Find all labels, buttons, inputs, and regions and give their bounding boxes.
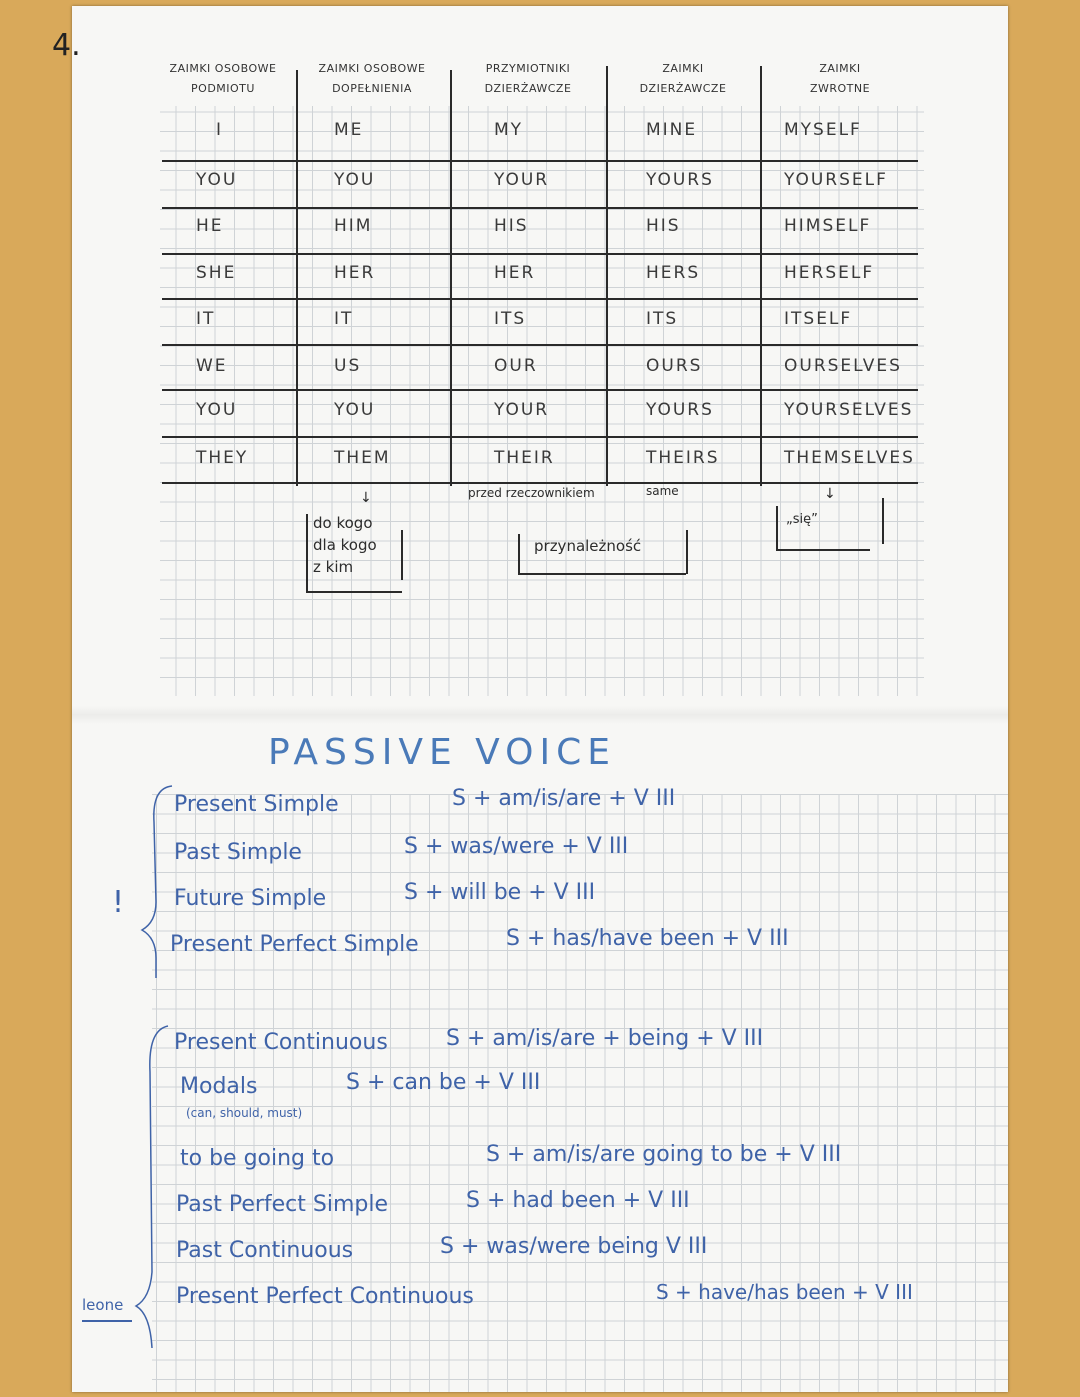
table-cell: YOU <box>334 170 376 190</box>
column-header-line: ZAIMKI <box>662 62 704 75</box>
arrow-down-icon: ↓ <box>360 490 372 506</box>
table-cell: US <box>334 356 362 376</box>
table-cell: YOU <box>196 400 238 420</box>
table-cell: HE <box>196 216 224 236</box>
exclamation-mark: ! <box>112 885 125 920</box>
column-header-line: PODMIOTU <box>191 82 255 95</box>
tense-name: Past Continuous <box>176 1238 354 1263</box>
row-divider <box>162 253 918 255</box>
column-header-line: DOPEŁNIENIA <box>332 82 412 95</box>
table-cell: OUR <box>494 356 538 376</box>
table-cell: THEMSELVES <box>784 448 915 468</box>
bracket-line <box>882 498 884 544</box>
note-przynaleznosc: przynależność <box>534 537 642 555</box>
note-do-kogo: do kogo <box>313 514 373 532</box>
row-divider <box>162 344 918 346</box>
modals-note: (can, should, must) <box>186 1106 303 1120</box>
table-cell: YOUR <box>494 400 550 420</box>
row-divider <box>162 436 918 438</box>
table-cell: SHE <box>196 263 237 283</box>
column-header-line: PRZYMIOTNIKI <box>485 62 571 75</box>
table-cell: ME <box>334 120 364 140</box>
bracket-line <box>776 549 870 551</box>
table-cell: HIMSELF <box>784 216 872 236</box>
tense-formula: S + has/have been + V III <box>506 926 789 951</box>
page-fold <box>72 706 1008 724</box>
table-cell: HIS <box>494 216 529 236</box>
note-same: same <box>646 484 679 498</box>
table-cell: HIS <box>646 216 681 236</box>
note-z-kim: z kim <box>313 558 354 576</box>
tense-formula: S + was/were + V III <box>404 834 629 859</box>
column-divider <box>450 70 452 486</box>
table-cell: MY <box>494 120 524 140</box>
row-divider <box>162 207 918 209</box>
table-cell: HERSELF <box>784 263 875 283</box>
tense-formula: S + was/were being V III <box>440 1234 708 1259</box>
table-cell: THEM <box>334 448 391 468</box>
note-sie: „się” <box>786 512 818 527</box>
table-cell: ITS <box>494 309 527 329</box>
side-note: leone <box>82 1296 124 1314</box>
underline <box>82 1320 132 1322</box>
row-divider <box>162 482 918 484</box>
bracket-line <box>306 514 308 592</box>
column-header-line: ZAIMKI <box>819 62 861 75</box>
brace-icon <box>130 1022 170 1352</box>
table-cell: YOURS <box>646 170 714 190</box>
note-dla-kogo: dla kogo <box>313 536 377 554</box>
tense-formula: S + am/is/are going to be + V III <box>486 1142 842 1167</box>
tense-name: Present Continuous <box>174 1030 388 1055</box>
table-cell: HIM <box>334 216 373 236</box>
table-cell: I <box>216 120 224 140</box>
table-cell: YOU <box>334 400 376 420</box>
table-cell: YOU <box>196 170 238 190</box>
row-divider <box>162 160 918 162</box>
passive-title: PASSIVE VOICE <box>268 732 616 773</box>
bracket-line <box>518 534 520 574</box>
table-cell: YOURS <box>646 400 714 420</box>
tense-name: Past Simple <box>174 840 302 865</box>
table-cell: ITSELF <box>784 309 853 329</box>
table-cell: MYSELF <box>784 120 862 140</box>
column-header-line: ZAIMKI OSOBOWE <box>318 62 426 75</box>
column-header-line: DZIERŻAWCZE <box>639 82 727 95</box>
tense-formula: S + am/is/are + V III <box>452 786 676 811</box>
bracket-line <box>306 591 402 593</box>
note-przed-rzeczownikiem: przed rzeczownikiem <box>468 486 595 500</box>
table-cell: YOUR <box>494 170 550 190</box>
row-divider <box>162 389 918 391</box>
tense-name: Present Perfect Simple <box>170 932 419 957</box>
tense-name: Future Simple <box>174 886 327 911</box>
tense-formula: S + have/has been + V III <box>656 1280 913 1304</box>
tense-name: Past Perfect Simple <box>176 1192 389 1217</box>
column-divider <box>296 70 298 486</box>
section-number: 4. <box>52 28 81 63</box>
tense-formula: S + will be + V III <box>404 880 596 905</box>
table-cell: THEIR <box>494 448 555 468</box>
arrow-down-icon: ↓ <box>824 486 836 502</box>
column-header-line: DZIERŻAWCZE <box>484 82 572 95</box>
notebook-page <box>72 6 1008 1392</box>
bracket-line <box>776 506 778 550</box>
tense-name: Modals <box>180 1074 258 1099</box>
column-header-line: ZWROTNE <box>809 82 871 95</box>
column-header-line: ZAIMKI OSOBOWE <box>169 62 277 75</box>
column-divider <box>606 66 608 486</box>
bracket-line <box>686 530 688 574</box>
table-cell: MINE <box>646 120 698 140</box>
tense-formula: S + can be + V III <box>346 1070 541 1095</box>
table-cell: IT <box>196 309 216 329</box>
tense-formula: S + had been + V III <box>466 1188 690 1213</box>
table-cell: YOURSELVES <box>784 400 914 420</box>
table-cell: THEIRS <box>646 448 720 468</box>
tense-name: Present Perfect Continuous <box>176 1284 474 1309</box>
bracket-line <box>401 530 403 580</box>
table-cell: HER <box>494 263 536 283</box>
bracket-line <box>518 573 686 575</box>
table-cell: ITS <box>646 309 679 329</box>
column-divider <box>760 66 762 486</box>
table-cell: OURS <box>646 356 703 376</box>
table-cell: OURSELVES <box>784 356 902 376</box>
table-cell: YOURSELF <box>784 170 888 190</box>
table-cell: WE <box>196 356 228 376</box>
tense-name: to be going to <box>180 1146 335 1171</box>
table-cell: IT <box>334 309 354 329</box>
table-cell: HERS <box>646 263 701 283</box>
table-cell: HER <box>334 263 376 283</box>
tense-name: Present Simple <box>174 792 339 817</box>
table-cell: THEY <box>196 448 249 468</box>
row-divider <box>162 298 918 300</box>
tense-formula: S + am/is/are + being + V III <box>446 1026 764 1051</box>
